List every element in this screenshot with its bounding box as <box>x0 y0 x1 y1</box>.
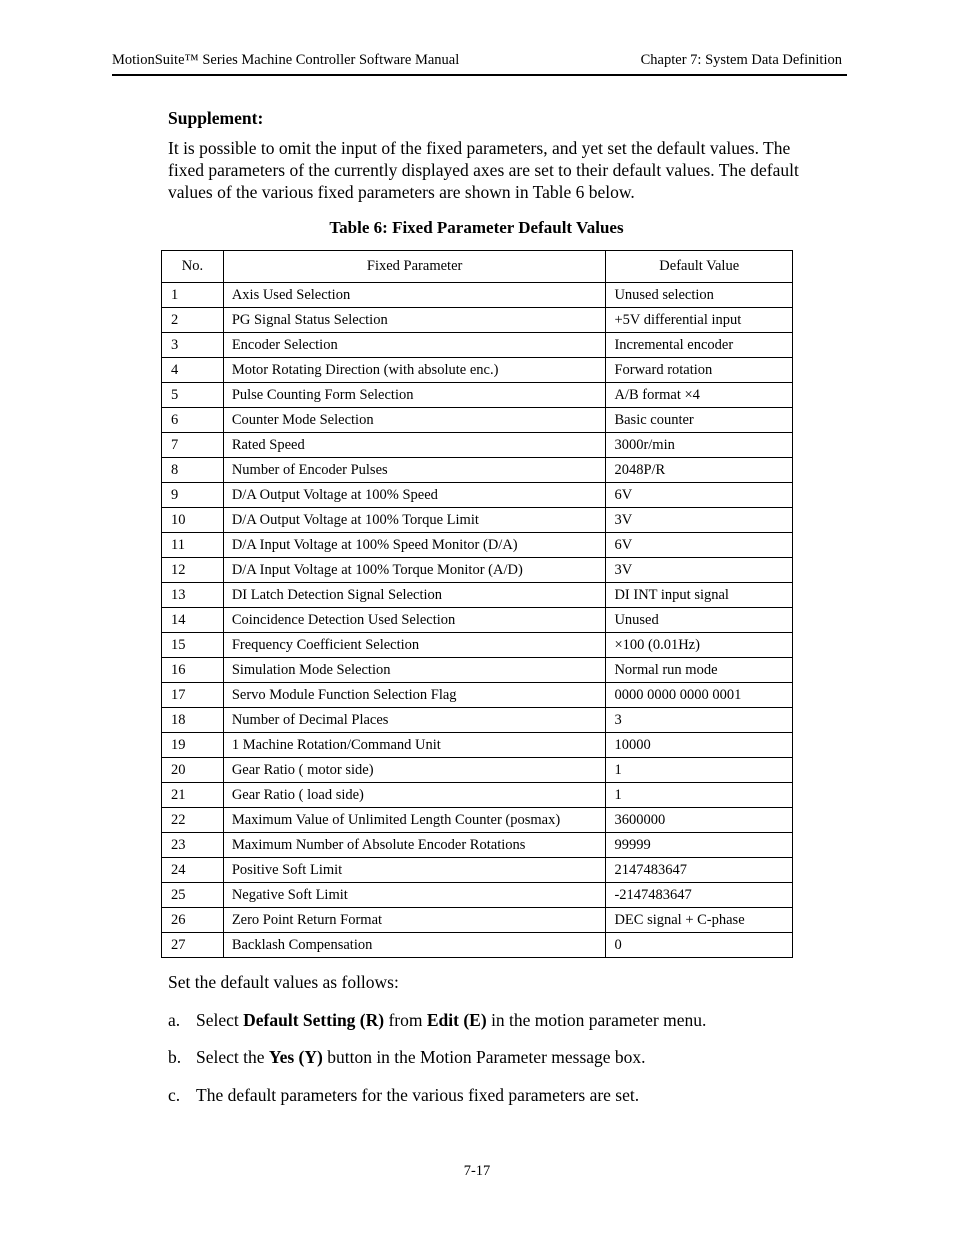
cell-no: 17 <box>162 683 224 708</box>
instructions-intro: Set the default values as follows: <box>168 972 399 992</box>
step-text: from <box>384 1010 427 1030</box>
cell-default-value: 6V <box>606 483 793 508</box>
supplement-line: It is possible to omit the input of the fixed parameters, and yet set the default values. The <box>168 138 791 158</box>
cell-no: 5 <box>162 383 224 408</box>
step-b <box>168 1047 646 1068</box>
cell-default-value: Unused <box>606 608 793 633</box>
table-row <box>162 358 793 383</box>
cell-default-value: 2048P/R <box>606 458 793 483</box>
cell-default-value: 3000r/min <box>606 433 793 458</box>
cell-no: 12 <box>162 558 224 583</box>
table-row <box>162 383 793 408</box>
cell-no: 8 <box>162 458 224 483</box>
cell-no: 18 <box>162 708 224 733</box>
table-row <box>162 533 793 558</box>
cell-default-value: 2147483647 <box>606 858 793 883</box>
cell-no: 6 <box>162 408 224 433</box>
cell-no: 9 <box>162 483 224 508</box>
table-row <box>162 583 793 608</box>
cell-default-value: 3 <box>606 708 793 733</box>
table-row <box>162 283 793 308</box>
table-row <box>162 908 793 933</box>
cell-default-value: A/B format ×4 <box>606 383 793 408</box>
table-row <box>162 758 793 783</box>
supplement-paragraph <box>168 137 848 203</box>
cell-fixed-parameter: Backlash Compensation <box>223 933 606 958</box>
table-row <box>162 808 793 833</box>
cell-no: 23 <box>162 833 224 858</box>
cell-fixed-parameter: Coincidence Detection Used Selection <box>223 608 606 633</box>
cell-fixed-parameter: DI Latch Detection Signal Selection <box>223 583 606 608</box>
cell-default-value: Basic counter <box>606 408 793 433</box>
cell-fixed-parameter: D/A Output Voltage at 100% Speed <box>223 483 606 508</box>
cell-fixed-parameter: Encoder Selection <box>223 333 606 358</box>
table-row <box>162 483 793 508</box>
step-letter: c. <box>168 1085 181 1105</box>
cell-fixed-parameter: D/A Input Voltage at 100% Torque Monitor (A/D) <box>223 558 606 583</box>
cell-no: 15 <box>162 633 224 658</box>
cell-no: 4 <box>162 358 224 383</box>
table-row <box>162 508 793 533</box>
cell-fixed-parameter: Maximum Value of Unlimited Length Counter (posmax) <box>223 808 606 833</box>
table-row <box>162 333 793 358</box>
cell-default-value: 0000 0000 0000 0001 <box>606 683 793 708</box>
supplement-line: fixed parameters of the currently displayed axes are set to their default values. The default <box>168 160 799 180</box>
cell-no: 13 <box>162 583 224 608</box>
cell-no: 1 <box>162 283 224 308</box>
cell-no: 27 <box>162 933 224 958</box>
table-row <box>162 608 793 633</box>
cell-fixed-parameter: PG Signal Status Selection <box>223 308 606 333</box>
table-caption: Table 6: Fixed Parameter Default Values <box>329 218 624 237</box>
table-row <box>162 433 793 458</box>
cell-fixed-parameter: Maximum Number of Absolute Encoder Rotations <box>223 833 606 858</box>
cell-no: 2 <box>162 308 224 333</box>
table-header-row <box>162 251 793 283</box>
cell-fixed-parameter: Frequency Coefficient Selection <box>223 633 606 658</box>
header-no: No. <box>162 251 224 283</box>
table-row <box>162 633 793 658</box>
cell-no: 22 <box>162 808 224 833</box>
cell-default-value: Forward rotation <box>606 358 793 383</box>
supplement-line: values of the various fixed parameters are shown in Table 6 below. <box>168 182 635 202</box>
table-row <box>162 783 793 808</box>
menu-item-default-setting: Default Setting (R) <box>243 1010 385 1030</box>
header-default-value: Default Value <box>606 251 793 283</box>
step-text: The default parameters for the various fixed parameters are set. <box>196 1085 640 1105</box>
menu-edit: Edit (E) <box>426 1010 487 1030</box>
cell-fixed-parameter: Axis Used Selection <box>223 283 606 308</box>
cell-default-value: DEC signal + C-phase <box>606 908 793 933</box>
page-header <box>112 52 847 76</box>
table-row <box>162 933 793 958</box>
step-text: Select the <box>196 1047 269 1067</box>
step-text: Select <box>196 1010 244 1030</box>
cell-default-value: 10000 <box>606 733 793 758</box>
cell-no: 7 <box>162 433 224 458</box>
cell-no: 16 <box>162 658 224 683</box>
cell-default-value: 99999 <box>606 833 793 858</box>
cell-default-value: 3600000 <box>606 808 793 833</box>
cell-fixed-parameter: Number of Encoder Pulses <box>223 458 606 483</box>
table-row <box>162 458 793 483</box>
cell-default-value: -2147483647 <box>606 883 793 908</box>
cell-no: 21 <box>162 783 224 808</box>
cell-default-value: 3V <box>606 558 793 583</box>
cell-default-value: 0 <box>606 933 793 958</box>
table-row <box>162 658 793 683</box>
cell-default-value: 6V <box>606 533 793 558</box>
cell-fixed-parameter: Servo Module Function Selection Flag <box>223 683 606 708</box>
table-row <box>162 408 793 433</box>
step-text: button in the Motion Parameter message box. <box>322 1047 646 1067</box>
cell-fixed-parameter: Motor Rotating Direction (with absolute enc.) <box>223 358 606 383</box>
supplement-heading: Supplement: <box>168 108 264 128</box>
cell-fixed-parameter: D/A Input Voltage at 100% Speed Monitor (D/A) <box>223 533 606 558</box>
cell-fixed-parameter: Gear Ratio ( load side) <box>223 783 606 808</box>
cell-no: 11 <box>162 533 224 558</box>
cell-fixed-parameter: D/A Output Voltage at 100% Torque Limit <box>223 508 606 533</box>
cell-default-value: 1 <box>606 758 793 783</box>
cell-no: 26 <box>162 908 224 933</box>
step-letter: a. <box>168 1010 181 1030</box>
step-letter: b. <box>168 1047 182 1067</box>
cell-default-value: ×100 (0.01Hz) <box>606 633 793 658</box>
cell-no: 10 <box>162 508 224 533</box>
table-row <box>162 683 793 708</box>
cell-fixed-parameter: Rated Speed <box>223 433 606 458</box>
table-row <box>162 708 793 733</box>
cell-fixed-parameter: Simulation Mode Selection <box>223 658 606 683</box>
cell-no: 24 <box>162 858 224 883</box>
cell-default-value: 3V <box>606 508 793 533</box>
cell-no: 14 <box>162 608 224 633</box>
cell-no: 3 <box>162 333 224 358</box>
cell-default-value: 1 <box>606 783 793 808</box>
cell-no: 25 <box>162 883 224 908</box>
cell-fixed-parameter: 1 Machine Rotation/Command Unit <box>223 733 606 758</box>
cell-fixed-parameter: Zero Point Return Format <box>223 908 606 933</box>
cell-fixed-parameter: Negative Soft Limit <box>223 883 606 908</box>
table-row <box>162 883 793 908</box>
cell-default-value: +5V differential input <box>606 308 793 333</box>
cell-no: 19 <box>162 733 224 758</box>
cell-default-value: Incremental encoder <box>606 333 793 358</box>
table-body <box>162 283 793 958</box>
yes-button-reference: Yes (Y) <box>268 1047 323 1067</box>
fixed-parameter-table <box>161 250 793 958</box>
cell-fixed-parameter: Gear Ratio ( motor side) <box>223 758 606 783</box>
cell-fixed-parameter: Number of Decimal Places <box>223 708 606 733</box>
table-row <box>162 858 793 883</box>
table-row <box>162 833 793 858</box>
manual-title: MotionSuite™ Series Machine Controller Software Manual <box>112 52 460 68</box>
table-row <box>162 558 793 583</box>
cell-fixed-parameter: Positive Soft Limit <box>223 858 606 883</box>
step-text: in the motion parameter menu. <box>486 1010 707 1030</box>
cell-fixed-parameter: Counter Mode Selection <box>223 408 606 433</box>
cell-fixed-parameter: Pulse Counting Form Selection <box>223 383 606 408</box>
page-number: 7-17 <box>463 1163 491 1179</box>
cell-no: 20 <box>162 758 224 783</box>
step-a <box>168 1010 706 1031</box>
cell-default-value: DI INT input signal <box>606 583 793 608</box>
cell-default-value: Unused selection <box>606 283 793 308</box>
cell-default-value: Normal run mode <box>606 658 793 683</box>
step-c <box>168 1085 639 1106</box>
header-fixed-parameter: Fixed Parameter <box>223 251 606 283</box>
table-row <box>162 733 793 758</box>
table-row <box>162 308 793 333</box>
chapter-title: Chapter 7: System Data Definition <box>640 52 842 68</box>
